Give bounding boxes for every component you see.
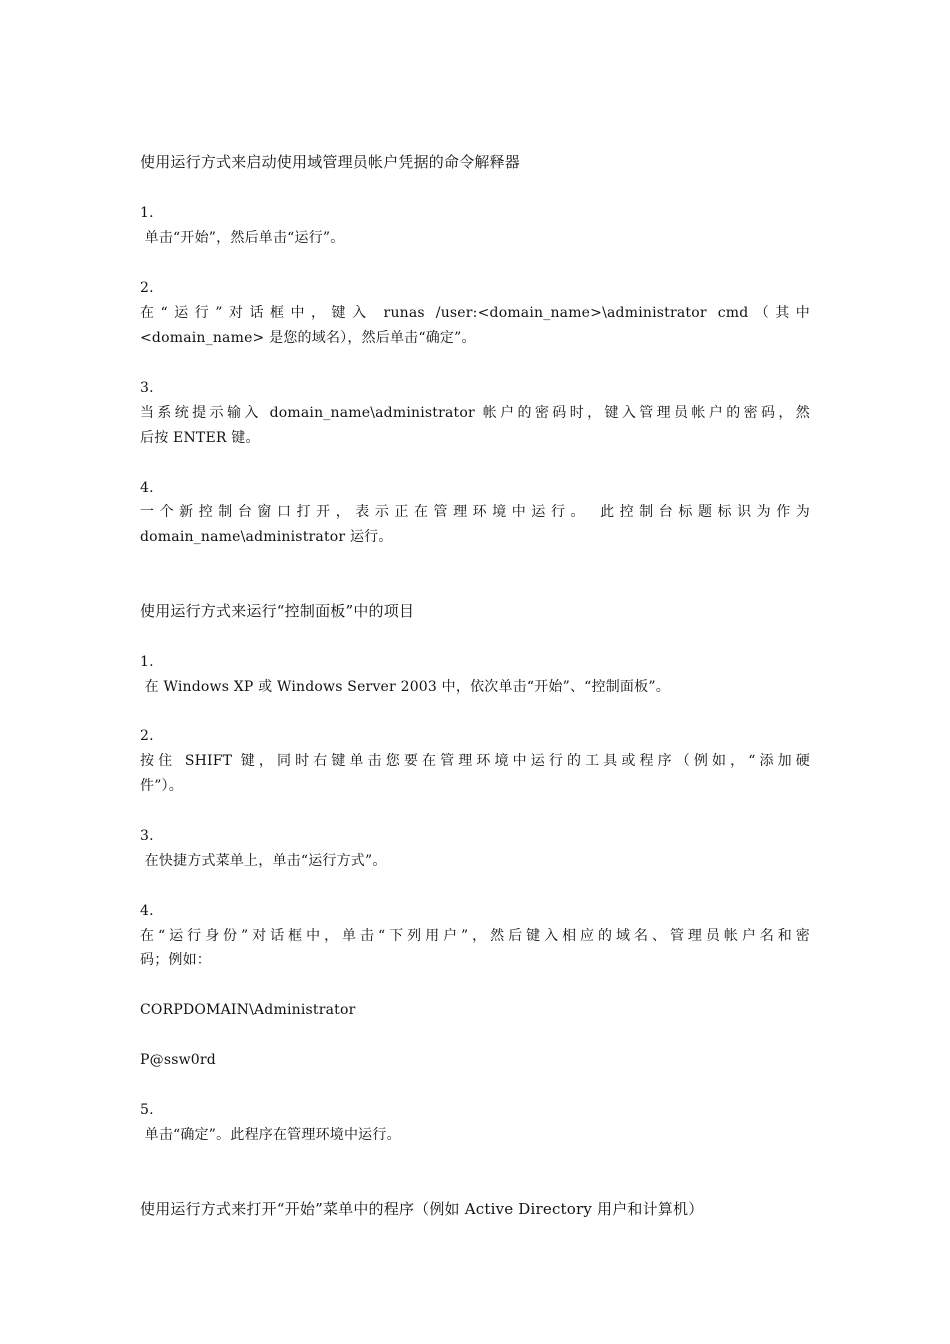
step-number: 4. (140, 903, 154, 919)
step-number: 3. (140, 380, 154, 396)
step-text: 件”）。 (140, 778, 183, 794)
step-text: 按住 SHIFT 键，同时右键单击您要在管理环境中运行的工具或程序（例如，“添加硬 (140, 753, 810, 769)
step-text: 在“运行”对话框中，键入 runas /user:<domain_name>\administrator cmd（其中 (140, 305, 810, 321)
step-text: 码；例如： (140, 952, 211, 968)
step-number: 5. (140, 1102, 154, 1118)
step-text: 单击“确定”。此程序在管理环境中运行。 (140, 1127, 401, 1143)
step-text: domain_name\administrator 运行。 (140, 529, 393, 545)
step-text: 在“运行身份”对话框中，单击“下列用户”，然后键入相应的域名、管理员帐户名和密 (140, 928, 810, 944)
section-heading-cmd: 使用运行方式来启动使用域管理员帐户凭据的命令解释器 (140, 153, 521, 171)
step-text: 在快捷方式菜单上，单击“运行方式”。 (140, 853, 387, 869)
section-heading-start-menu: 使用运行方式来打开“开始”菜单中的程序（例如 Active Directory 用户和计算机） (140, 1200, 704, 1218)
step-number: 1. (140, 205, 154, 221)
example-password: P@ssw0rd (140, 1052, 216, 1068)
step-text: <domain_name> 是您的域名），然后单击“确定”。 (140, 330, 476, 346)
step-number: 2. (140, 728, 154, 744)
step-text: 当系统提示输入 domain_name\administrator 帐户的密码时，键入管理员帐户的密码，然 (140, 405, 810, 421)
step-text: 一个新控制台窗口打开，表示正在管理环境中运行。 此控制台标题标识为作为 (140, 504, 810, 520)
step-text: 在 Windows XP 或 Windows Server 2003 中，依次单击“开始”、“控制面板”。 (140, 679, 670, 695)
example-username: CORPDOMAIN\Administrator (140, 1002, 356, 1018)
step-number: 3. (140, 828, 154, 844)
step-text: 单击“开始”，然后单击“运行”。 (140, 230, 345, 246)
step-number: 1. (140, 654, 154, 670)
step-number: 4. (140, 480, 154, 496)
section-heading-control-panel: 使用运行方式来运行“控制面板”中的项目 (140, 602, 415, 620)
step-number: 2. (140, 280, 154, 296)
step-text: 后按 ENTER 键。 (140, 430, 260, 446)
